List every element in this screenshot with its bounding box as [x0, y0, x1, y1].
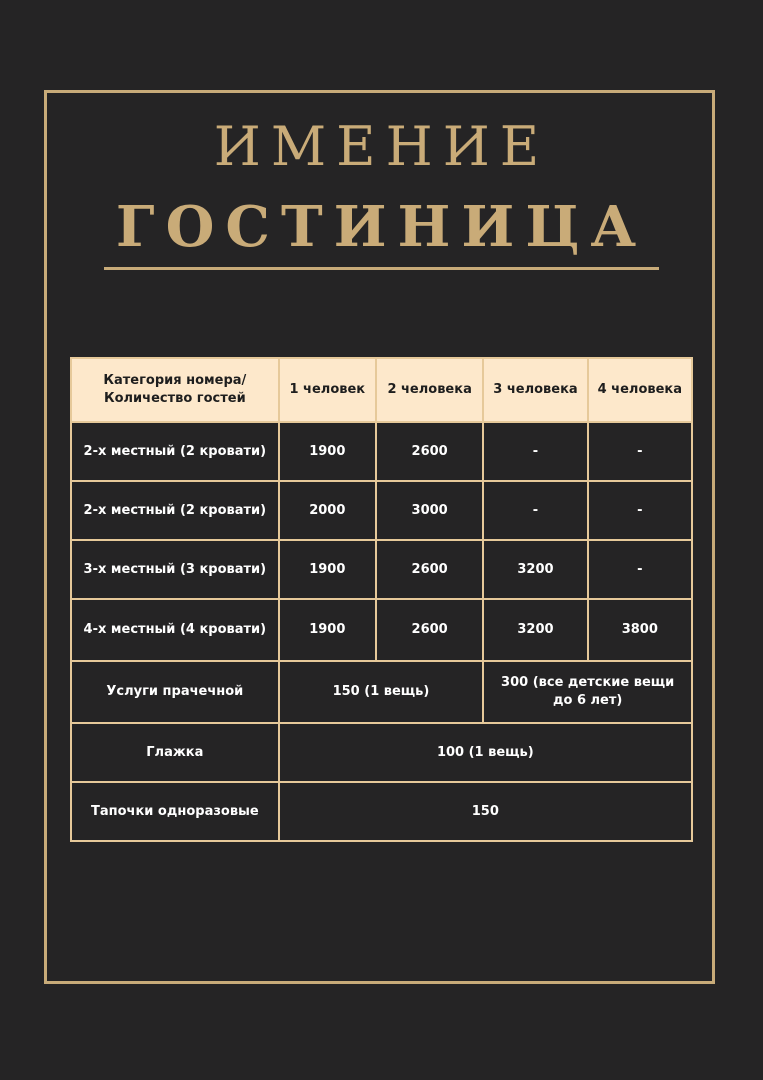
price-2-persons: 3000 — [376, 481, 483, 540]
title-line-1: ИМЕНИЕ — [213, 115, 550, 178]
price-2-persons: 2600 — [376, 422, 483, 481]
price-1-person: 2000 — [279, 481, 376, 540]
price-3-persons: 3200 — [483, 540, 587, 599]
header-3-persons: 3 человека — [483, 358, 587, 422]
price-4-persons: - — [588, 422, 692, 481]
ironing-price: 100 (1 вещь) — [279, 723, 692, 782]
price-1-person: 1900 — [279, 422, 376, 481]
title-divider — [104, 267, 659, 270]
slippers-label: Тапочки одноразовые — [71, 782, 279, 841]
ironing-label: Глажка — [71, 723, 279, 782]
table-row — [71, 599, 692, 661]
room-category: 2-х местный (2 кровати) — [71, 481, 279, 540]
price-4-persons: 3800 — [588, 599, 692, 661]
room-category: 3-х местный (3 кровати) — [71, 540, 279, 599]
price-1-person: 1900 — [279, 540, 376, 599]
price-4-persons: - — [588, 481, 692, 540]
slippers-price: 150 — [279, 782, 692, 841]
ironing-row — [71, 723, 692, 782]
price-3-persons: - — [483, 481, 587, 540]
table-row — [71, 422, 692, 481]
price-1-person: 1900 — [279, 599, 376, 661]
header-4-persons: 4 человека — [588, 358, 692, 422]
table-row — [71, 481, 692, 540]
slippers-row — [71, 782, 692, 841]
laundry-label: Услуги прачечной — [71, 661, 279, 723]
table-header-row — [71, 358, 692, 422]
room-category: 4-х местный (4 кровати) — [71, 599, 279, 661]
price-3-persons: - — [483, 422, 587, 481]
header-1-person: 1 человек — [279, 358, 376, 422]
header-2-persons: 2 человека — [376, 358, 483, 422]
laundry-price: 150 (1 вещь) — [279, 661, 484, 723]
price-2-persons: 2600 — [376, 599, 483, 661]
price-table — [70, 357, 693, 842]
table-row — [71, 540, 692, 599]
laundry-kids-price: 300 (все детские вещи до 6 лет) — [483, 661, 692, 723]
title-line-2: ГОСТИНИЦА — [115, 194, 648, 260]
header-category: Категория номера/ Количество гостей — [71, 358, 279, 422]
price-3-persons: 3200 — [483, 599, 587, 661]
room-category: 2-х местный (2 кровати) — [71, 422, 279, 481]
price-2-persons: 2600 — [376, 540, 483, 599]
price-4-persons: - — [588, 540, 692, 599]
laundry-row — [71, 661, 692, 723]
